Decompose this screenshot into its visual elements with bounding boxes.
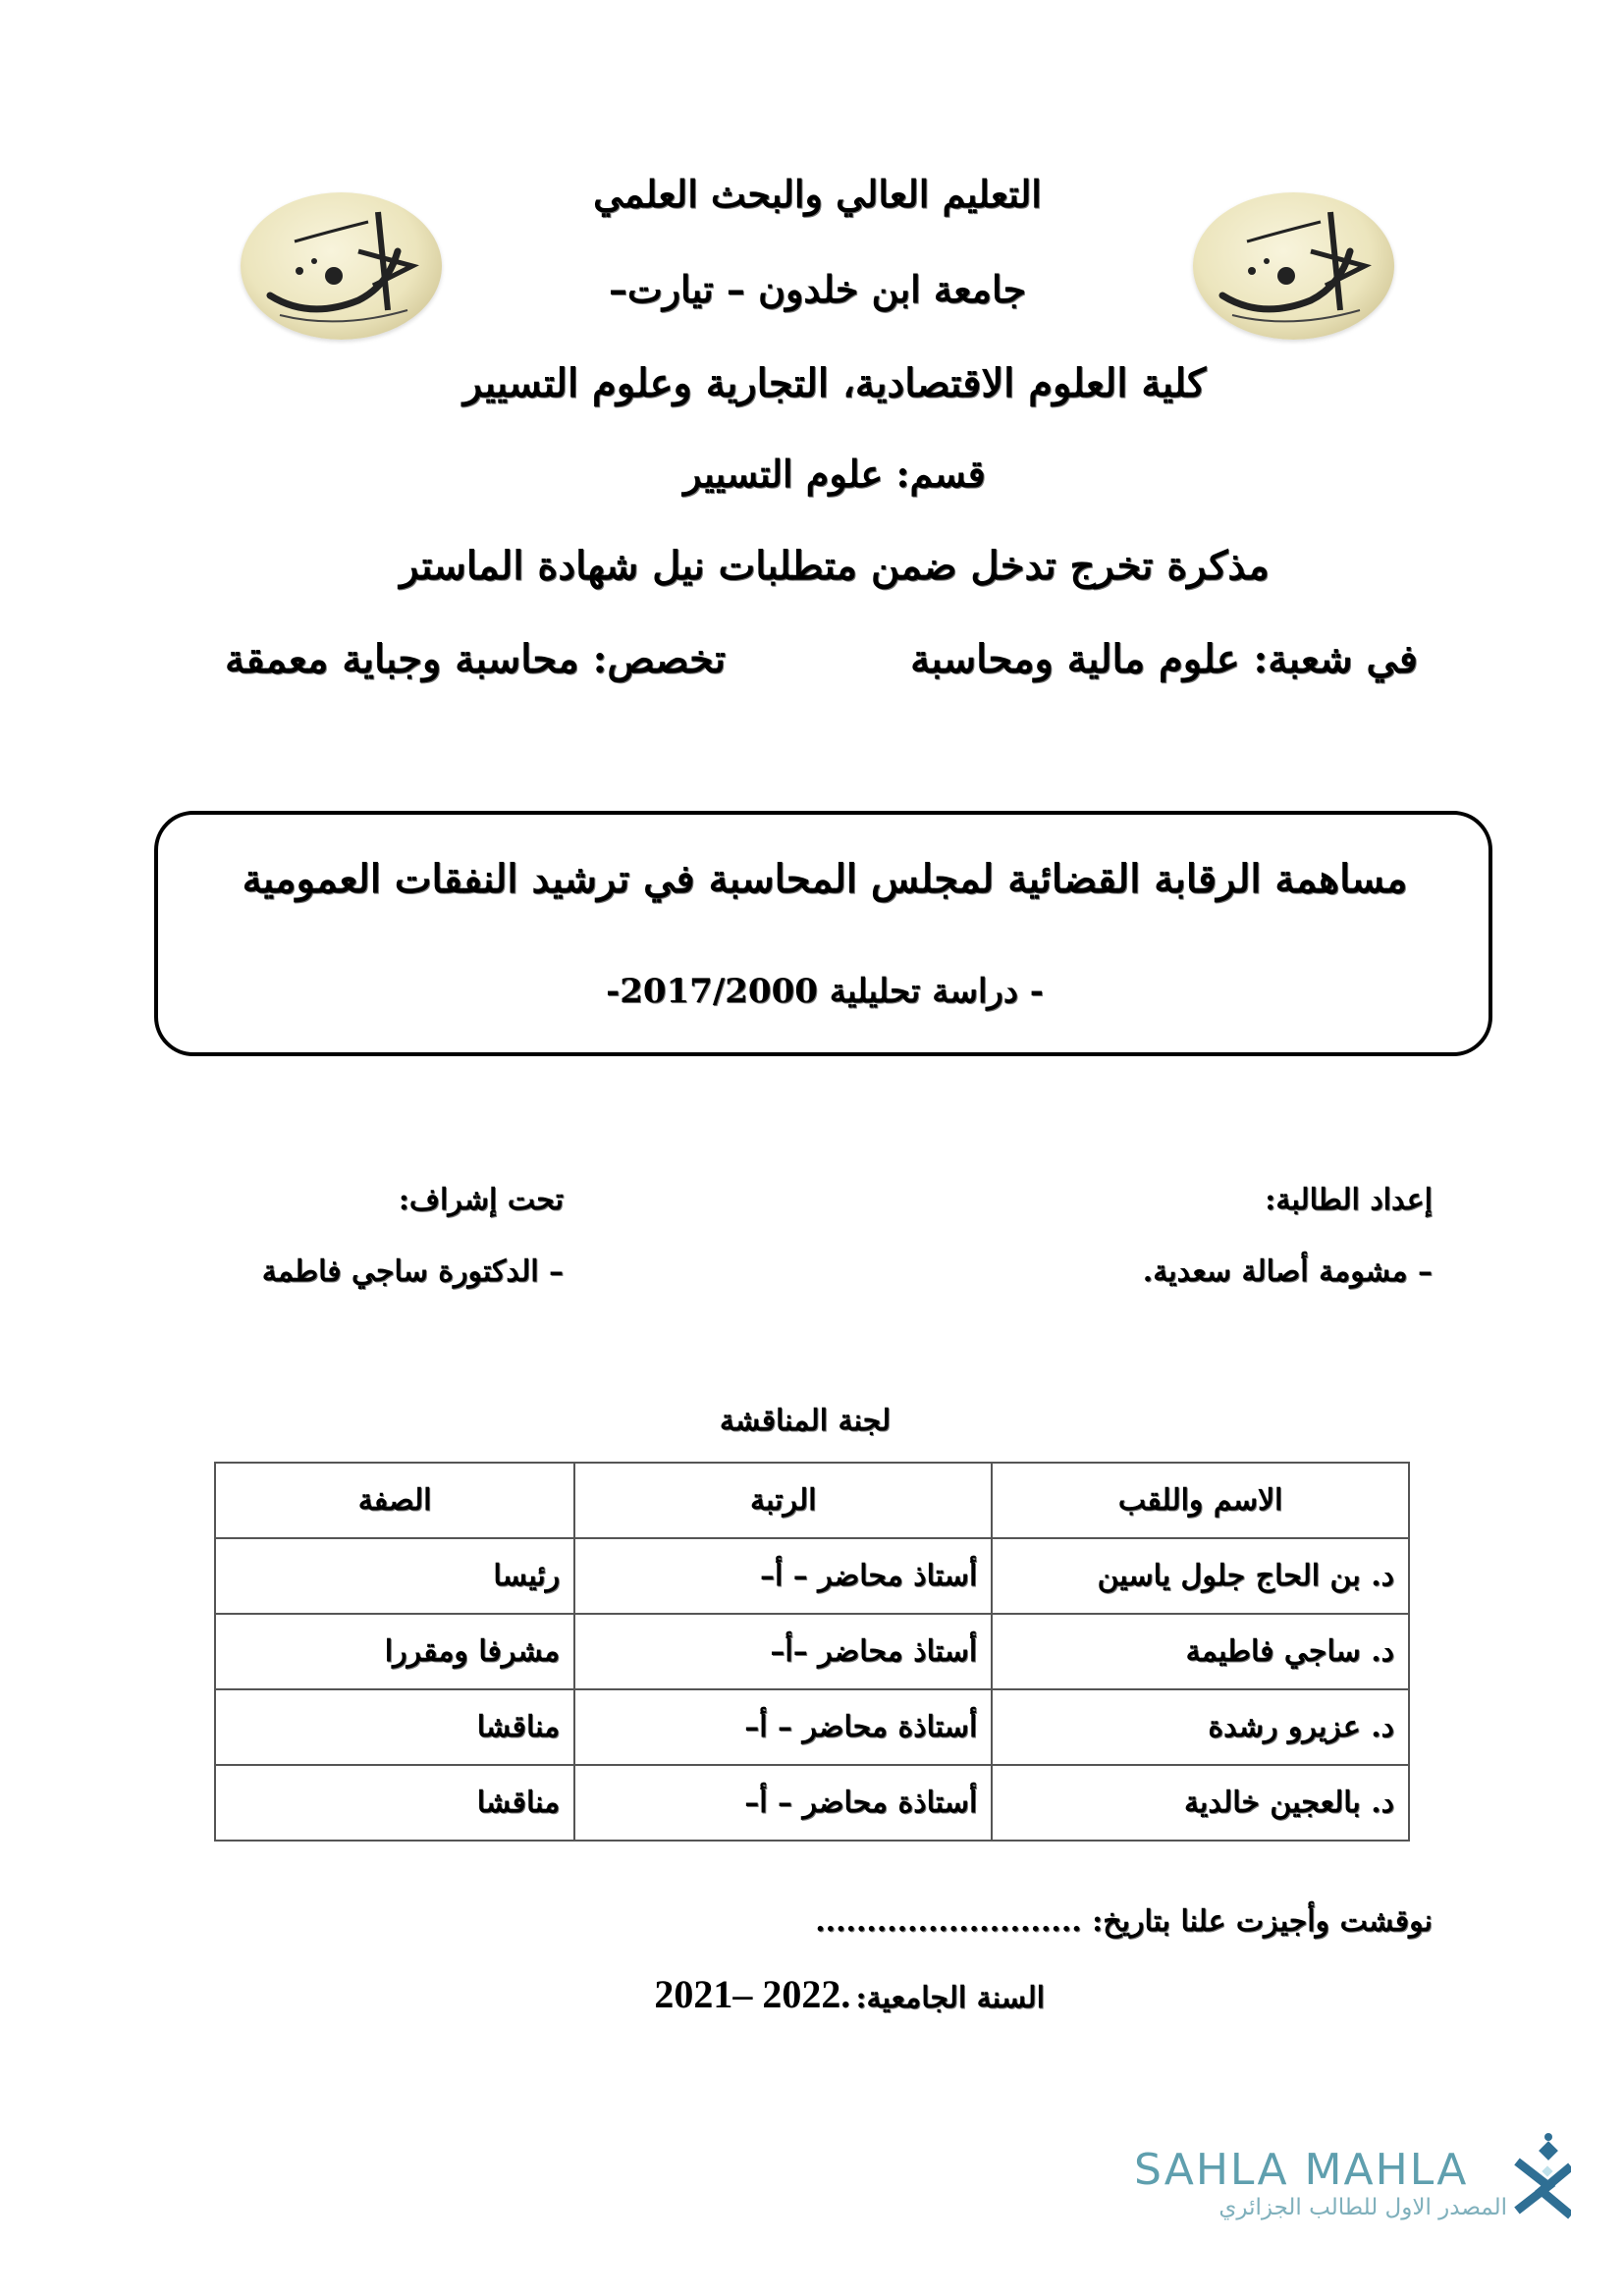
table-row bbox=[215, 1538, 1409, 1614]
specialty-label: تخصص: محاسبة وجباية معمقة bbox=[224, 636, 726, 682]
member-role: مشرفا ومقررا bbox=[215, 1614, 574, 1689]
table-row bbox=[215, 1689, 1409, 1765]
academic-year-label: السنة الجامعية: bbox=[855, 1981, 1045, 2015]
member-role: مناقشا bbox=[215, 1689, 574, 1765]
student-label: إعداد الطالبة: bbox=[1265, 1183, 1433, 1217]
thesis-title-box bbox=[154, 811, 1492, 1056]
university-emblem-left bbox=[241, 192, 442, 340]
branch-label: في شعبة: علوم مالية ومحاسبة bbox=[910, 636, 1418, 682]
academic-year-value: 2021– 2022. bbox=[654, 1972, 851, 2016]
committee-title: لجنة المناقشة bbox=[719, 1404, 892, 1438]
table-header-row bbox=[215, 1463, 1409, 1538]
university-name: جامعة ابن خلدون – تيارت– bbox=[608, 267, 1027, 311]
department-name: قسم: علوم التسيير bbox=[683, 452, 986, 496]
member-name: د. ساجي فاطيمة bbox=[992, 1614, 1409, 1689]
member-rank: أستاذة محاضر – أ– bbox=[574, 1765, 992, 1841]
column-header-name: الاسم واللقب bbox=[992, 1463, 1409, 1538]
ministry-heading: التعليم العالي والبحث العلمي bbox=[593, 172, 1042, 216]
calligraphy-emblem-icon bbox=[241, 192, 442, 340]
defense-date: نوقشت وأجيزت علنا بتاريخ: .......................... bbox=[815, 1904, 1433, 1939]
thesis-type: مذكرة تخرج تدخل ضمن متطلبات نيل شهادة الماستر bbox=[400, 543, 1270, 589]
committee-table bbox=[214, 1462, 1410, 1842]
column-header-role: الصفة bbox=[215, 1463, 574, 1538]
table-row bbox=[215, 1765, 1409, 1841]
thesis-title: مساهمة الرقابة القضائية لمجلس المحاسبة في ترشيد النفقات العمومية bbox=[242, 856, 1408, 902]
member-rank: أستاذ محاضر – أ– bbox=[574, 1538, 992, 1614]
student-name: – مشومة أصالة سعدية. bbox=[1142, 1255, 1433, 1289]
member-rank: أستاذ محاضر –أ– bbox=[574, 1614, 992, 1689]
calligraphy-emblem-icon bbox=[1193, 192, 1394, 340]
column-header-rank: الرتبة bbox=[574, 1463, 992, 1538]
member-name: د. عزيرو رشدة bbox=[992, 1689, 1409, 1765]
university-emblem-right bbox=[1193, 192, 1394, 340]
sahla-mahla-watermark bbox=[1134, 2145, 1507, 2220]
member-rank: أستاذة محاضر – أ– bbox=[574, 1689, 992, 1765]
supervisor-name: – الدكتورة ساجي فاطمة bbox=[261, 1255, 564, 1289]
academic-year bbox=[654, 1971, 1045, 2017]
faculty-name: كلية العلوم الاقتصادية، التجارية وعلوم التسيير bbox=[462, 360, 1207, 406]
sahla-mahla-logo-icon bbox=[1502, 2132, 1571, 2220]
member-name: د. بالعجين خالدية bbox=[992, 1765, 1409, 1841]
watermark-tagline: المصدر الاول للطالب الجزائري bbox=[1218, 2195, 1507, 2220]
member-name: د. بن الحاج جلول ياسين bbox=[992, 1538, 1409, 1614]
thesis-subtitle: - دراسة تحليلية 2017/2000- bbox=[606, 972, 1044, 1011]
supervisor-label: تحت إشراف: bbox=[398, 1183, 564, 1217]
table-row bbox=[215, 1614, 1409, 1689]
watermark-brand: SAHLA MAHLA bbox=[1134, 2145, 1469, 2195]
member-role: رئيسا bbox=[215, 1538, 574, 1614]
member-role: مناقشا bbox=[215, 1765, 574, 1841]
